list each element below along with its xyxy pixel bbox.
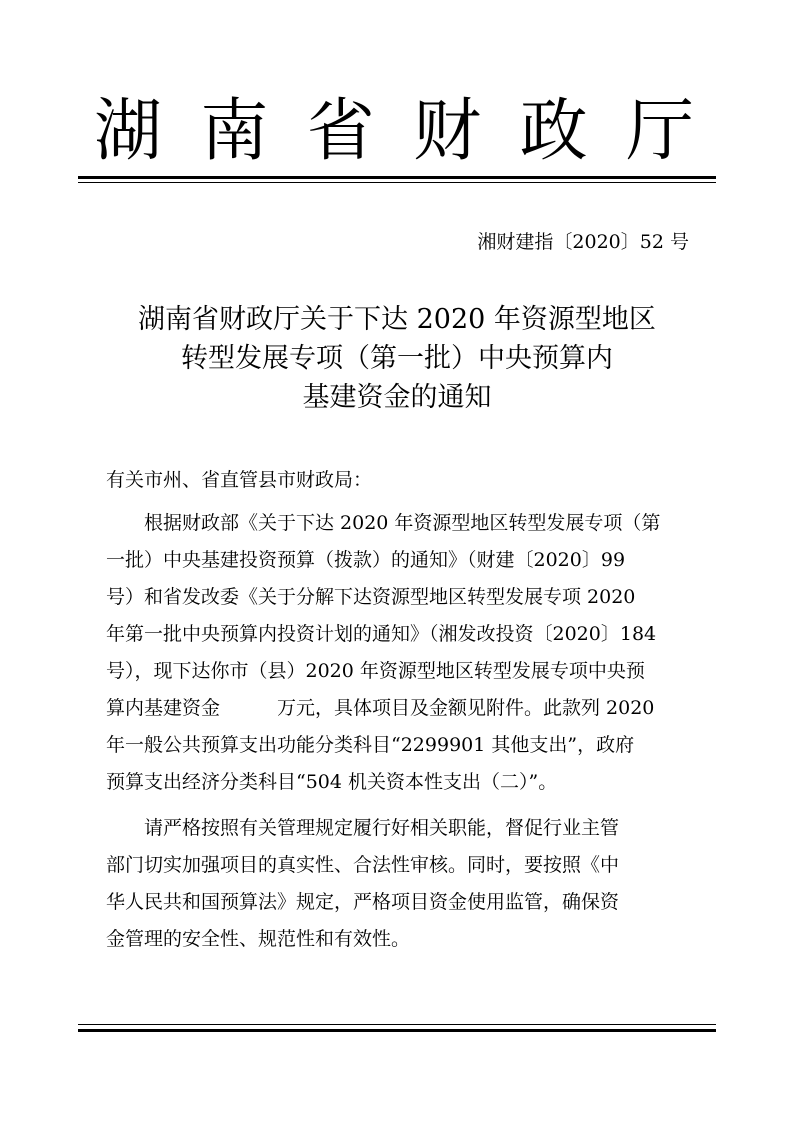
salutation: 有关市州、省直管县市财政局： — [106, 469, 373, 491]
document-body — [106, 505, 688, 958]
body-line: 华人民共和国预算法》规定，严格项目资金使用监管，确保资 — [106, 891, 620, 913]
paragraph-allocation — [106, 505, 688, 801]
issuing-organization-header — [94, 92, 694, 172]
body-line: 号）和省发改委《关于分解下达资源型地区转型发展专项 2020 — [106, 586, 636, 608]
header-char: 湖 — [94, 92, 163, 171]
body-line: 年一般公共预算支出功能分类科目“2299901 其他支出”，政府 — [106, 734, 635, 756]
body-line: 部门切实加强项目的真实性、合法性审核。同时，要按照《中 — [106, 854, 620, 876]
header-char: 政 — [519, 92, 588, 171]
body-line: 一批）中央基建投资预算（拨款）的通知》（财建〔2020〕99 — [106, 549, 626, 571]
title-line: 基建资金的通知 — [302, 382, 492, 413]
header-char: 省 — [306, 92, 375, 171]
document-number: 湘财建指〔2020〕52 号 — [477, 231, 689, 253]
header-divider-thick — [78, 176, 716, 179]
body-line: 算内基建资金 万元，具体项目及金额见附件。此款列 2020 — [106, 697, 655, 719]
header-char: 财 — [413, 92, 482, 171]
body-line: 号），现下达你市（县）2020 年资源型地区转型发展专项中央预 — [106, 660, 645, 682]
document-title — [78, 300, 716, 417]
title-line: 湖南省财政厅关于下达 2020 年资源型地区 — [138, 304, 656, 335]
body-line: 年第一批中央预算内投资计划的通知》（湘发改投资〔2020〕184 — [106, 623, 657, 645]
body-line: 金管理的安全性、规范性和有效性。 — [106, 928, 411, 950]
paragraph-spacer — [106, 801, 688, 810]
footer-divider-thin — [78, 1024, 716, 1025]
footer-divider-thick — [78, 1029, 716, 1032]
body-line: 预算支出经济分类科目“504 机关资本性支出（二）”。 — [106, 771, 558, 793]
paragraph-requirements — [106, 810, 688, 958]
header-divider-thin — [78, 182, 716, 183]
title-line: 转型发展专项（第一批）中央预算内 — [181, 343, 613, 374]
body-line: 根据财政部《关于下达 2020 年资源型地区转型发展专项（第 — [106, 512, 661, 534]
body-line: 请严格按照有关管理规定履行好相关职能，督促行业主管 — [106, 817, 620, 839]
header-char: 南 — [200, 92, 269, 171]
header-char: 厅 — [625, 92, 694, 171]
